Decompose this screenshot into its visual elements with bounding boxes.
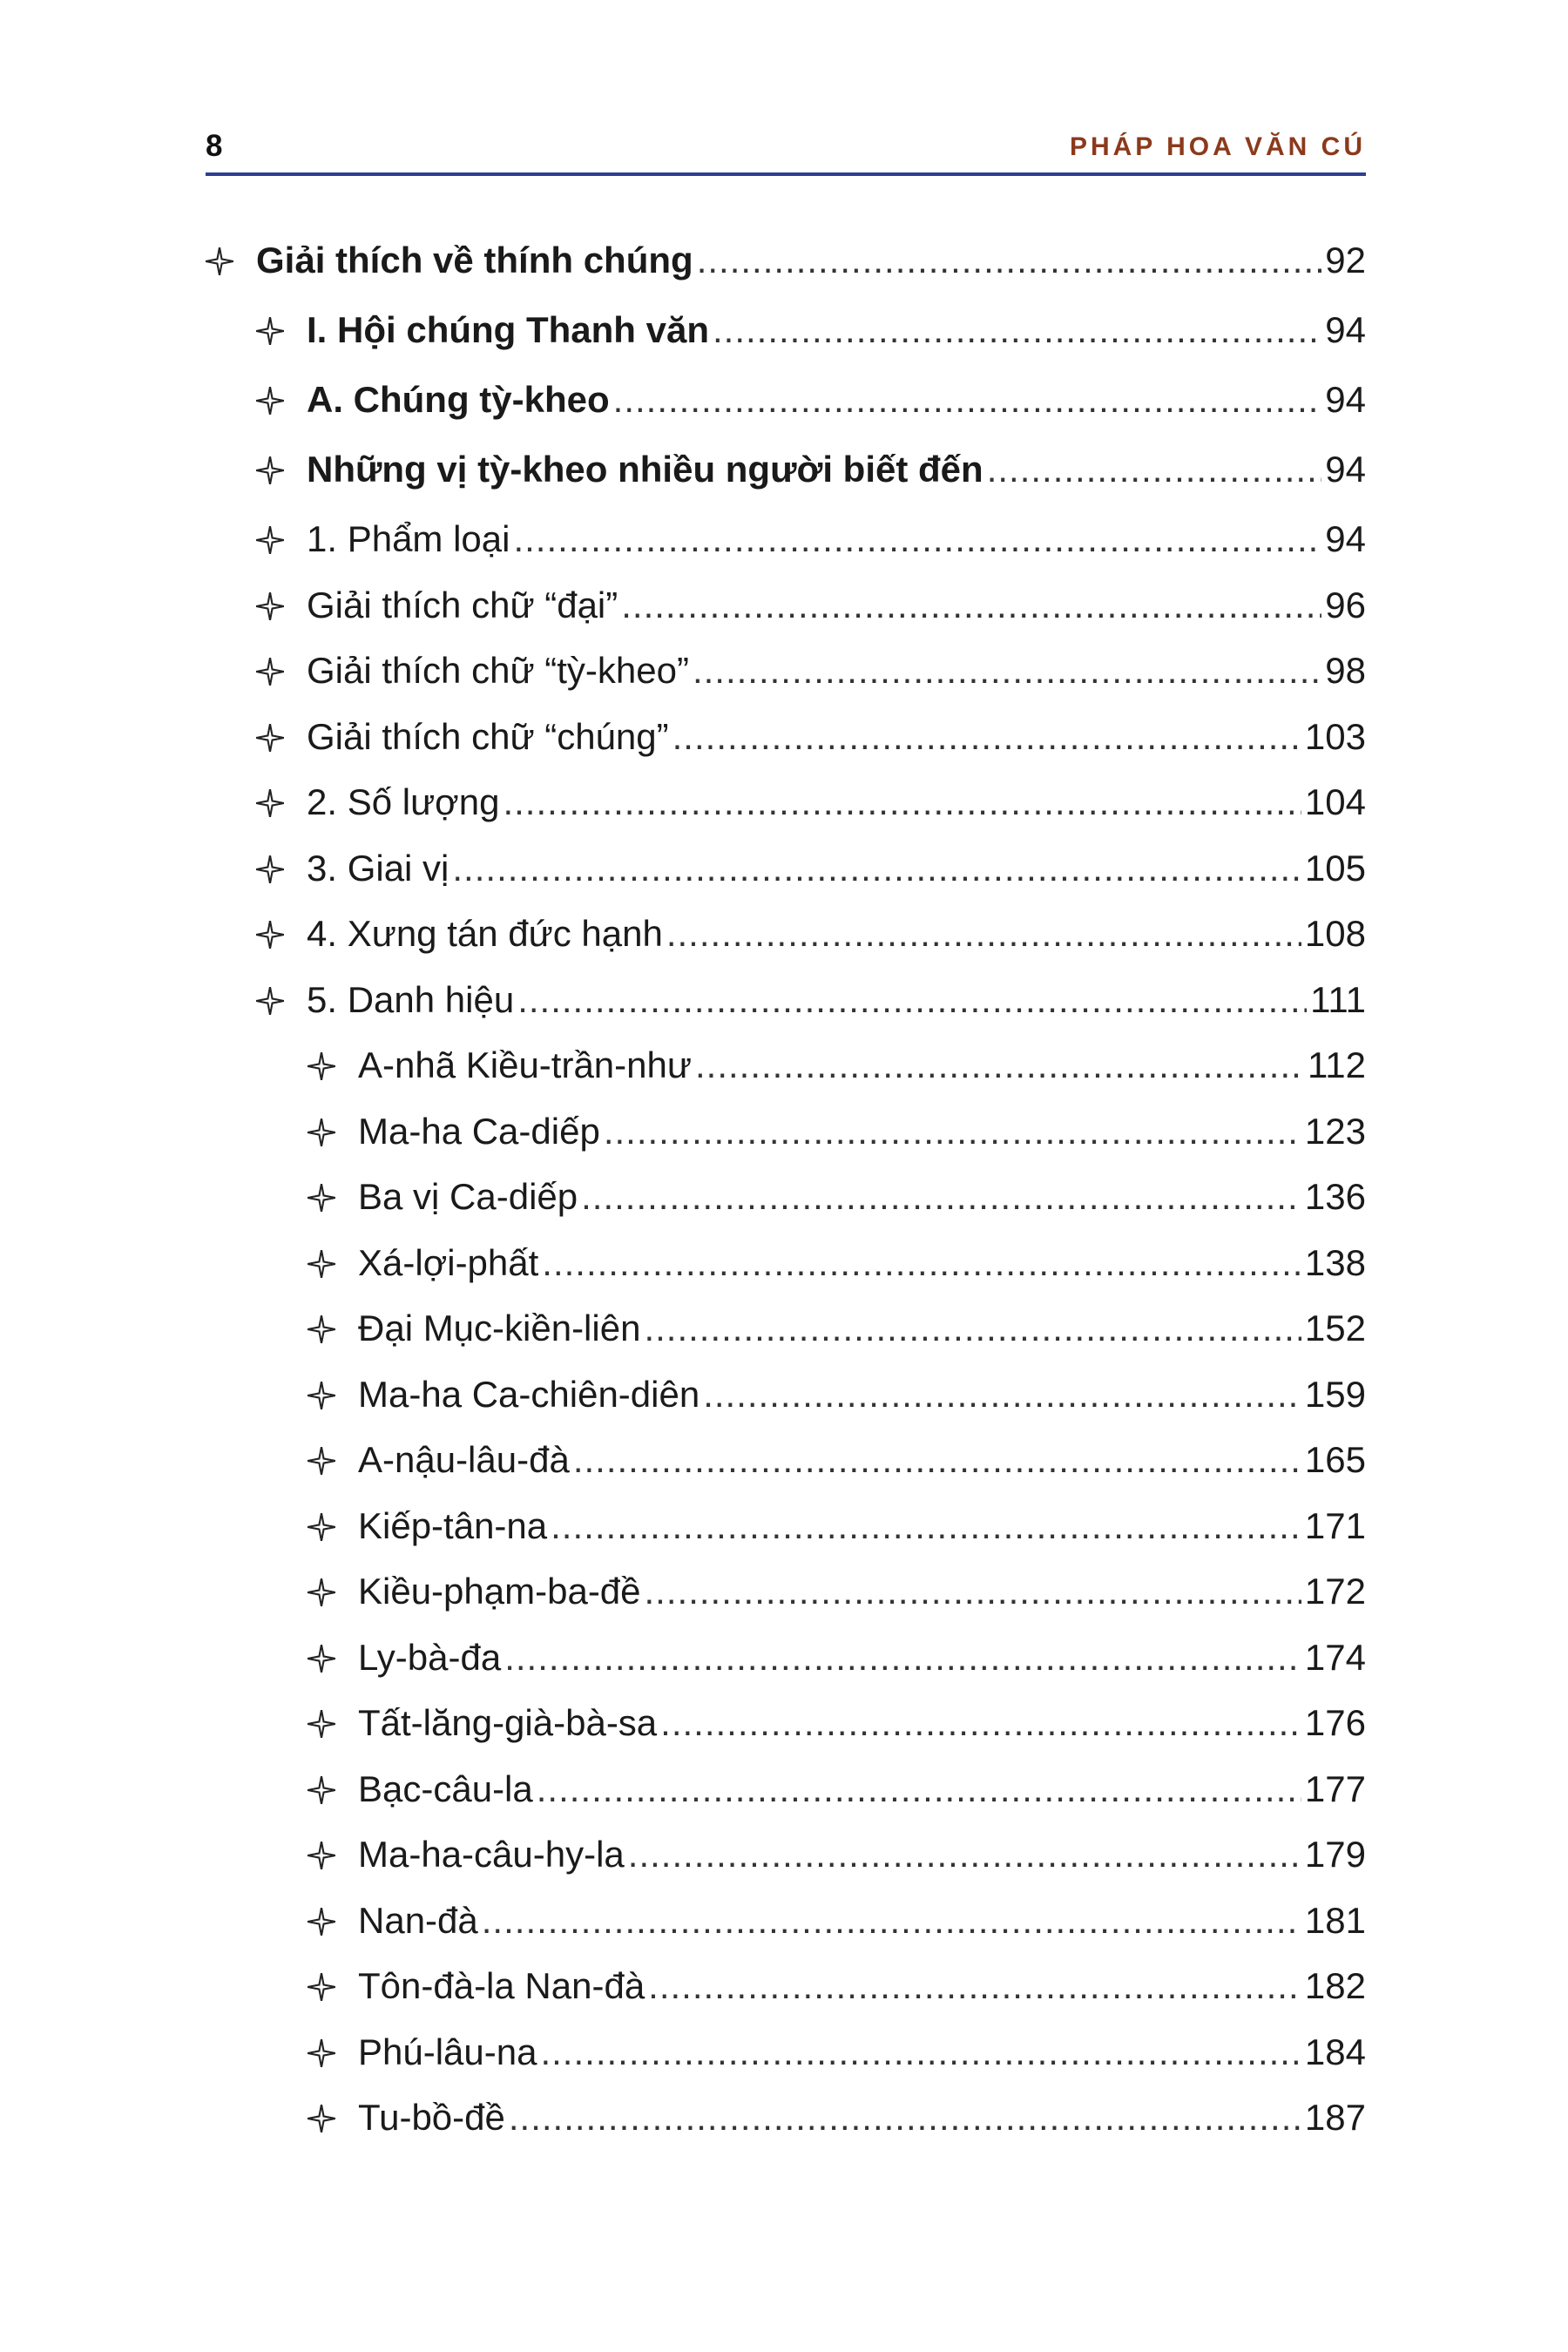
toc-entry [308,1702,1366,1744]
four-point-star-icon [308,2097,358,2139]
toc-entry [308,1374,1366,1416]
toc-entry-page: 105 [1304,847,1366,889]
toc-entry-title: A-nậu-lâu-đà [358,1439,570,1480]
toc-entry-title: Đại Mục-kiền-liên [358,1308,641,1348]
toc-entry-title: 2. Số lượng [307,781,500,822]
dot-leader [509,2097,1301,2139]
toc-entry [308,1900,1366,1942]
toc-entry [256,781,1366,823]
toc-entry [256,650,1366,692]
toc-entry-page: 111 [1310,978,1366,1020]
toc-entry [256,716,1366,758]
toc-entry-page: 104 [1304,781,1366,822]
dot-leader [581,1176,1301,1218]
toc-entry-title: Bạc-câu-la [358,1767,533,1809]
toc-entry-title: Kiều-phạm-ba-đề [358,1571,641,1612]
toc-entry-page: 98 [1325,650,1366,691]
toc-entry-page: 136 [1304,1176,1366,1217]
dot-leader [645,1571,1301,1612]
dot-leader [542,1242,1301,1284]
toc-entry-page: 159 [1304,1373,1366,1415]
four-point-star-icon [308,1044,358,1086]
four-point-star-icon [308,1900,358,1942]
toc-entry [256,848,1366,889]
four-point-star-icon [308,1308,358,1349]
toc-entry [308,1637,1366,1679]
four-point-star-icon [256,979,307,1021]
toc-entry-title: Ly-bà-đa [358,1636,502,1678]
toc-entry [308,2097,1366,2139]
toc-entry-page: 94 [1325,518,1366,559]
dot-leader [644,1308,1301,1349]
toc-entry-page: 152 [1304,1308,1366,1348]
four-point-star-icon [206,240,256,281]
toc-entry-page: 184 [1304,2031,1366,2072]
toc-entry-page: 165 [1304,1439,1366,1480]
four-point-star-icon [256,518,307,560]
toc-entry-page: 92 [1325,240,1366,280]
dot-leader [573,1439,1301,1481]
dot-leader [697,240,1322,281]
dot-leader [621,585,1321,626]
toc-entry-page: 181 [1304,1899,1366,1941]
four-point-star-icon [308,1768,358,1810]
four-point-star-icon [308,1176,358,1218]
toc-entry-page: 94 [1325,309,1366,350]
toc-entry-page: 174 [1304,1636,1366,1678]
dot-leader [482,1900,1301,1942]
toc-entry-page: 123 [1304,1110,1366,1152]
toc-entry [308,1768,1366,1810]
dot-leader [666,913,1301,955]
toc-entry [256,309,1366,351]
dot-leader [503,781,1301,823]
toc-entry-title: A-nhã Kiều-trần-như [358,1044,692,1085]
toc-entry-title: Nan-đà [358,1899,478,1941]
four-point-star-icon [256,449,307,490]
four-point-star-icon [308,1242,358,1284]
toc-entry [256,379,1366,421]
toc-entry-page: 94 [1325,449,1366,490]
toc-entry-page: 179 [1304,1834,1366,1875]
toc-entry-title: Giải thích chữ “tỳ-kheo” [307,650,689,691]
four-point-star-icon [308,1965,358,2007]
dot-leader [540,2031,1301,2073]
toc-entry-title: Tôn-đà-la Nan-đà [358,1965,645,2006]
toc-entry-title: I. Hội chúng Thanh văn [307,309,709,350]
toc-entry-title: Ma-ha-câu-hy-la [358,1834,625,1875]
dot-leader [648,1965,1301,2007]
toc-entry [308,1834,1366,1876]
toc-entry-title: Kiếp-tân-na [358,1504,548,1546]
toc-entry-title: Những vị tỳ-kheo nhiều người biết đến [307,449,983,490]
toc-entry-page: 172 [1304,1571,1366,1612]
four-point-star-icon [308,2031,358,2073]
toc-entry [308,1176,1366,1218]
toc-entry-title: Giải thích về thính chúng [256,240,693,280]
toc-entry-page: 138 [1304,1241,1366,1283]
four-point-star-icon [256,781,307,823]
toc-entry-title: Tất-lăng-già-bà-sa [358,1702,658,1743]
toc-entry [256,913,1366,955]
toc-entry-title: A. Chúng tỳ-kheo [307,379,610,420]
four-point-star-icon [308,1702,358,1744]
dot-leader [504,1637,1301,1679]
dot-leader [604,1111,1301,1152]
header-rule [206,172,1366,176]
toc-entry-title: Ba vị Ca-diếp [358,1176,578,1217]
toc-entry-title: Ma-ha Ca-chiên-diên [358,1373,700,1415]
toc-entry [308,1308,1366,1349]
toc-entry-title: 1. Phẩm loại [307,518,510,559]
toc-entry [308,1111,1366,1152]
toc-entry-page: 96 [1325,584,1366,625]
four-point-star-icon [308,1637,358,1679]
four-point-star-icon [256,585,307,626]
dot-leader [695,1044,1304,1086]
toc-entry-title: 5. Danh hiệu [307,978,515,1020]
four-point-star-icon [308,1834,358,1876]
dot-leader [987,449,1322,490]
toc-entry-page: 176 [1304,1702,1366,1743]
toc-entry [308,2031,1366,2073]
four-point-star-icon [308,1111,358,1152]
four-point-star-icon [308,1505,358,1547]
dot-leader [551,1505,1301,1547]
toc-entry [256,518,1366,560]
dot-leader [452,848,1301,889]
toc-entry-page: 187 [1304,2097,1366,2138]
four-point-star-icon [256,650,307,692]
toc-entry-title: Xá-lợi-phất [358,1241,539,1283]
four-point-star-icon [256,379,307,421]
toc-entry-page: 94 [1325,379,1366,420]
toc-entry-page: 177 [1304,1767,1366,1809]
dot-leader [537,1768,1301,1810]
four-point-star-icon [308,1374,358,1416]
toc-entry-title: 4. Xưng tán đức hạnh [307,913,663,954]
toc-entry-page: 182 [1304,1965,1366,2006]
toc-entry [308,1965,1366,2007]
dot-leader [693,650,1321,692]
four-point-star-icon [256,309,307,351]
toc-entry [308,1505,1366,1547]
toc-entry [308,1044,1366,1086]
toc-entry [308,1571,1366,1612]
dot-leader [713,309,1321,351]
toc-entry [256,979,1366,1021]
four-point-star-icon [308,1439,358,1481]
dot-leader [613,379,1322,421]
toc-entry-title: Tu-bồ-đề [358,2097,505,2138]
toc-entry [308,1242,1366,1284]
four-point-star-icon [308,1571,358,1612]
toc-entry-page: 112 [1308,1044,1366,1085]
toc-entry [256,585,1366,626]
toc-entry-title: Ma-ha Ca-diếp [358,1110,600,1152]
four-point-star-icon [256,913,307,955]
toc-entry-title: 3. Giai vị [307,847,449,889]
toc-entry [256,449,1366,490]
dot-leader [672,716,1301,758]
page-number: 8 [206,129,223,163]
dot-leader [513,518,1321,560]
dot-leader [517,979,1307,1021]
dot-leader [703,1374,1301,1416]
toc-entry-page: 103 [1304,715,1366,757]
dot-leader [628,1834,1301,1876]
toc-entry-title: Phú-lâu-na [358,2031,537,2072]
toc-entry-title: Giải thích chữ “đại” [307,584,618,625]
toc-entry [308,1439,1366,1481]
running-title: PHÁP HOA VĂN CÚ [1069,132,1366,161]
four-point-star-icon [256,716,307,758]
toc-entry-page: 171 [1304,1504,1366,1546]
toc-entry-title: Giải thích chữ “chúng” [307,715,669,757]
four-point-star-icon [256,848,307,889]
dot-leader [660,1702,1301,1744]
toc-entry [206,240,1366,281]
toc-entry-page: 108 [1304,913,1366,954]
page-header [206,122,1366,176]
